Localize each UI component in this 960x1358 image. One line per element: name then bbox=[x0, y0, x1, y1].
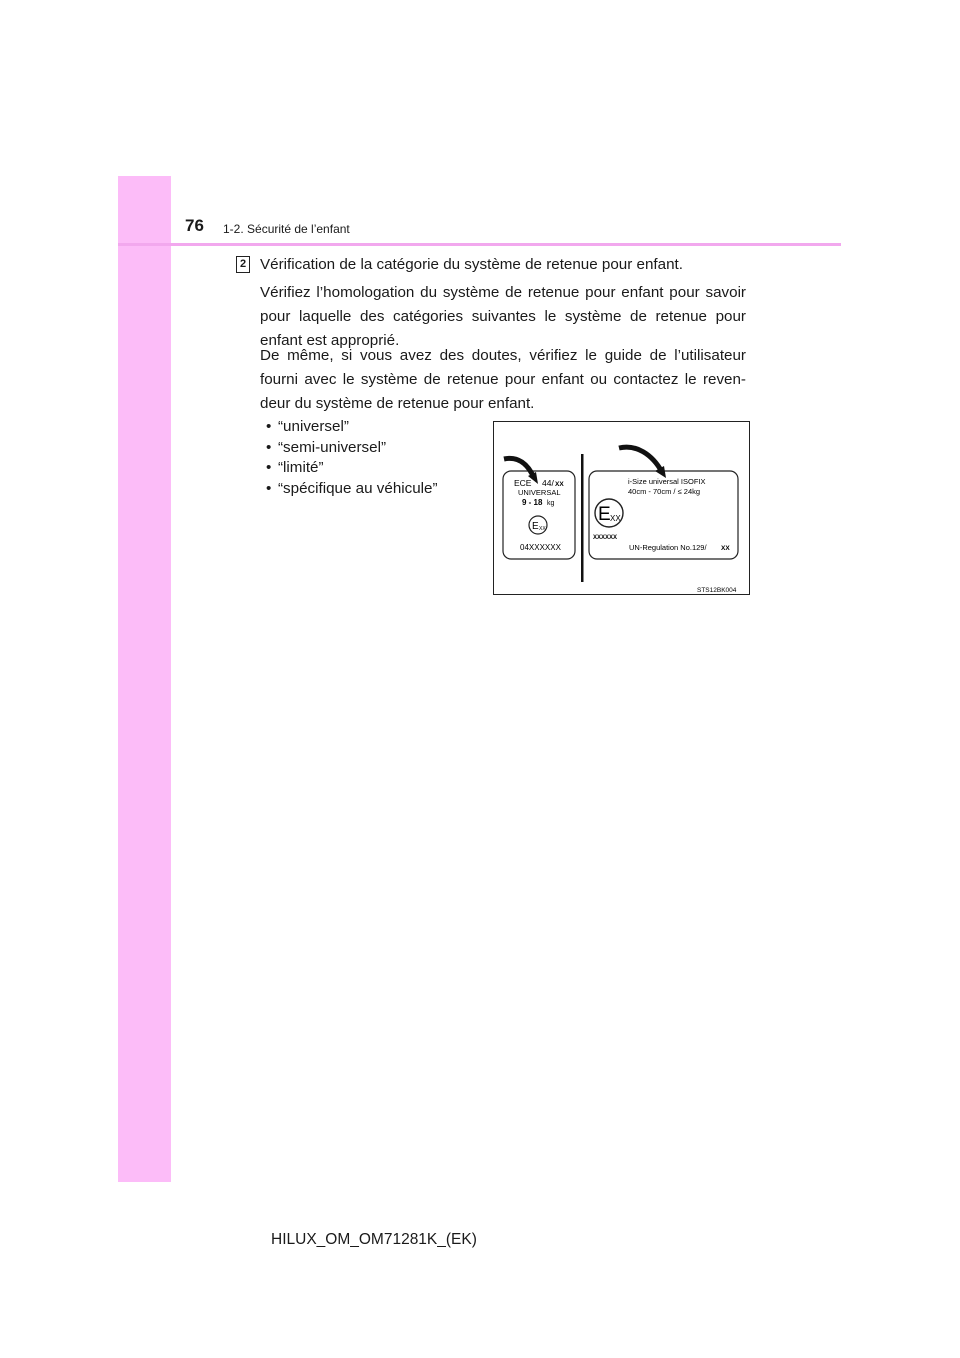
figure-code: STS12BK004 bbox=[697, 587, 737, 594]
section-title: 1-2. Sécurité de l’enfant bbox=[223, 222, 350, 236]
ece-regulation-text: 44/ bbox=[542, 478, 554, 488]
paragraph-doubts: De même, si vous avez des doutes, vérifiez le guide de l’utilisateur fourni avec le système de retenue pour enfant ou contactez le reven-deur du système de retenue pour enfant. bbox=[260, 347, 746, 412]
header-rule bbox=[118, 243, 841, 246]
category-list bbox=[266, 417, 438, 500]
ece-xx-text: XX bbox=[555, 481, 564, 488]
regulation-xx-text: XX bbox=[721, 545, 730, 552]
list-item: • “limité” bbox=[266, 459, 324, 477]
isize-text: i-Size universal ISOFIX bbox=[628, 477, 706, 486]
pointer-arrow-right bbox=[619, 447, 662, 472]
ece-text: ECE bbox=[514, 478, 532, 488]
approval-label-figure bbox=[493, 421, 750, 595]
approval-label-illustration bbox=[494, 422, 751, 596]
list-item: • “universel” bbox=[266, 418, 349, 435]
e-mark-sub-left: XX bbox=[539, 526, 546, 532]
page-number: 76 bbox=[185, 216, 204, 235]
list-item: • “spécifique au véhicule” bbox=[266, 480, 438, 498]
list-item: • “semi-universel” bbox=[266, 438, 387, 456]
step-heading: Vérification de la catégorie du système de retenue pour enfant. bbox=[260, 256, 683, 273]
regulation-text: UN-Regulation No.129/ bbox=[629, 543, 707, 552]
approval-number-right: XXXXXX bbox=[593, 535, 618, 541]
step-number-box: 2 bbox=[236, 256, 250, 273]
universal-text: UNIVERSAL bbox=[518, 488, 561, 497]
weight-unit-text: kg bbox=[547, 500, 555, 507]
e-mark-right: E bbox=[598, 504, 611, 525]
paragraph-homologation: Vérifiez l’homologation du système de retenue pour enfant pour savoir pour laquelle des catégories suivantes le système de retenue pour enfant est approprié. bbox=[260, 284, 746, 349]
footer-code: HILUX_OM_OM71281K_(EK) bbox=[271, 1231, 477, 1248]
side-band bbox=[118, 176, 171, 1182]
size-range-text: 40cm - 70cm / ≤ 24kg bbox=[628, 487, 701, 496]
figure-divider bbox=[581, 454, 584, 582]
weight-range-text: 9 - 18 bbox=[522, 498, 543, 507]
e-mark-left: E bbox=[532, 521, 539, 532]
approval-number-left: 04XXXXXX bbox=[520, 543, 561, 552]
e-mark-sub-right: XX bbox=[610, 514, 621, 523]
